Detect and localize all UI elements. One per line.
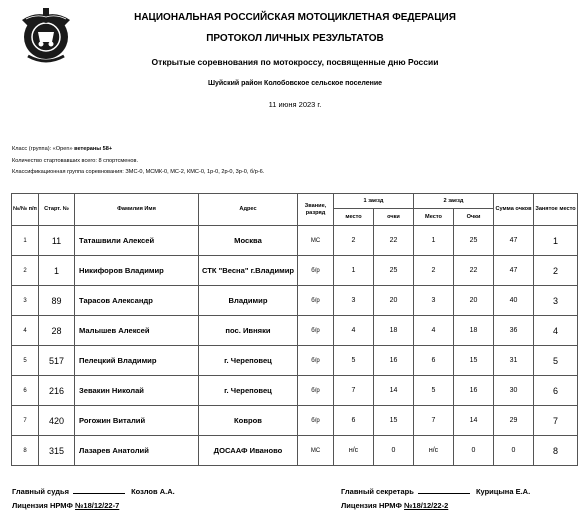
cell-number: 7 <box>12 406 39 436</box>
table-row <box>12 226 578 256</box>
cell-heat1-points: 15 <box>374 406 414 436</box>
cell-heat2-place: 2 <box>414 256 454 286</box>
cell-rank: б/р <box>298 286 334 316</box>
cell-heat1-place: 4 <box>334 316 374 346</box>
cell-name: Лазарев Анатолий <box>75 436 199 466</box>
cell-address: г. Череповец <box>199 376 298 406</box>
cell-start-number: 420 <box>39 406 75 436</box>
table-row <box>12 436 578 466</box>
cell-final-place: 6 <box>534 376 578 406</box>
cell-sum: 36 <box>494 316 534 346</box>
secretary-license <box>341 501 448 510</box>
cell-sum: 31 <box>494 346 534 376</box>
cell-rank: б/р <box>298 256 334 286</box>
table-row <box>12 286 578 316</box>
results-table <box>11 193 578 466</box>
cell-heat2-place: н/с <box>414 436 454 466</box>
header-points2: Очки <box>454 209 494 226</box>
cell-heat2-points: 22 <box>454 256 494 286</box>
cell-sum: 40 <box>494 286 534 316</box>
cell-address: г. Череповец <box>199 346 298 376</box>
cell-rank: б/р <box>298 406 334 436</box>
starters-count: Количество стартовавших всего: 8 спортсменов. <box>12 158 139 164</box>
header-place2: Место <box>414 209 454 226</box>
cell-name: Никифоров Владимир <box>75 256 199 286</box>
judge-license-number: №18/12/22-7 <box>75 501 120 510</box>
cell-sum: 47 <box>494 256 534 286</box>
cell-heat1-points: 14 <box>374 376 414 406</box>
table-header-row <box>12 194 578 209</box>
cell-address: Владимир <box>199 286 298 316</box>
cell-final-place: 3 <box>534 286 578 316</box>
cell-sum: 29 <box>494 406 534 436</box>
cell-number: 3 <box>12 286 39 316</box>
competition-title: Открытые соревнования по мотокроссу, посвященные дню России <box>151 57 439 67</box>
cell-heat1-points: 25 <box>374 256 414 286</box>
cell-heat2-place: 3 <box>414 286 454 316</box>
cell-heat2-points: 18 <box>454 316 494 346</box>
cell-rank: МС <box>298 226 334 256</box>
header-points1: очки <box>374 209 414 226</box>
cell-final-place: 2 <box>534 256 578 286</box>
cell-heat2-place: 4 <box>414 316 454 346</box>
cell-rank: б/р <box>298 346 334 376</box>
cell-final-place: 5 <box>534 346 578 376</box>
cell-heat2-points: 25 <box>454 226 494 256</box>
header-start: Старт. № <box>39 194 75 226</box>
judge-name: Козлов А.А. <box>131 487 175 496</box>
header-sum: Сумма очков <box>494 194 534 226</box>
cell-rank: б/р <box>298 376 334 406</box>
cell-heat1-points: 18 <box>374 316 414 346</box>
cell-rank: МС <box>298 436 334 466</box>
federation-emblem-icon <box>16 6 76 66</box>
cell-heat2-points: 16 <box>454 376 494 406</box>
date: 11 июня 2023 г. <box>268 100 322 109</box>
cell-address: пос. Ивняки <box>199 316 298 346</box>
cell-name: Рогожин Виталий <box>75 406 199 436</box>
cell-name: Тарасов Александр <box>75 286 199 316</box>
cell-heat2-place: 5 <box>414 376 454 406</box>
cell-rank: б/р <box>298 316 334 346</box>
qualification-group: Классификационная группа соревнования: ЗМС-0, МСМК-0, МС-2, КМС-0, 1р-0, 2р-0, 3р-0, б/р-6. <box>12 169 265 175</box>
cell-final-place: 4 <box>534 316 578 346</box>
secretary-license-label: Лицензия НРМФ <box>341 501 405 510</box>
cell-address: Москва <box>199 226 298 256</box>
cell-address: ДОСААФ Иваново <box>199 436 298 466</box>
cell-heat2-place: 1 <box>414 226 454 256</box>
cell-heat1-points: 0 <box>374 436 414 466</box>
cell-sum: 30 <box>494 376 534 406</box>
table-row <box>12 376 578 406</box>
judge-license <box>12 501 119 510</box>
cell-heat2-points: 20 <box>454 286 494 316</box>
cell-number: 1 <box>12 226 39 256</box>
cell-start-number: 517 <box>39 346 75 376</box>
secretary-license-number: №18/12/22-2 <box>404 501 449 510</box>
cell-heat1-place: 2 <box>334 226 374 256</box>
cell-start-number: 216 <box>39 376 75 406</box>
chief-secretary <box>341 487 530 496</box>
cell-number: 8 <box>12 436 39 466</box>
cell-start-number: 28 <box>39 316 75 346</box>
cell-heat1-place: 7 <box>334 376 374 406</box>
table-row <box>12 256 578 286</box>
secretary-name: Курицына Е.А. <box>475 487 531 496</box>
cell-number: 2 <box>12 256 39 286</box>
header-name: Фамилия Имя <box>75 194 199 226</box>
cell-final-place: 8 <box>534 436 578 466</box>
table-row <box>12 346 578 376</box>
header-place1: место <box>334 209 374 226</box>
cell-sum: 0 <box>494 436 534 466</box>
cell-start-number: 11 <box>39 226 75 256</box>
cell-start-number: 89 <box>39 286 75 316</box>
cell-start-number: 315 <box>39 436 75 466</box>
cell-heat2-place: 6 <box>414 346 454 376</box>
secretary-label: Главный секретарь <box>341 487 414 496</box>
cell-heat1-points: 16 <box>374 346 414 376</box>
cell-heat1-place: н/с <box>334 436 374 466</box>
signature-line <box>73 487 125 494</box>
protocol-title: ПРОТОКОЛ ЛИЧНЫХ РЕЗУЛЬТАТОВ <box>206 33 384 44</box>
header-rank: Звание, разряд <box>298 194 334 226</box>
cell-start-number: 1 <box>39 256 75 286</box>
cell-heat2-points: 15 <box>454 346 494 376</box>
table-row <box>12 316 578 346</box>
cell-heat2-place: 7 <box>414 406 454 436</box>
cell-sum: 47 <box>494 226 534 256</box>
header-heat2: 2 заезд <box>414 194 494 209</box>
class-value: ветераны 58+ <box>74 146 113 152</box>
cell-number: 4 <box>12 316 39 346</box>
header-heat1: 1 заезд <box>334 194 414 209</box>
federation-title: НАЦИОНАЛЬНАЯ РОССИЙСКАЯ МОТОЦИКЛЕТНАЯ ФЕДЕРАЦИЯ <box>134 12 456 23</box>
cell-name: Малышев Алексей <box>75 316 199 346</box>
cell-name: Зевакин Николай <box>75 376 199 406</box>
cell-heat1-place: 3 <box>334 286 374 316</box>
judge-license-label: Лицензия НРМФ <box>12 501 76 510</box>
cell-heat1-points: 20 <box>374 286 414 316</box>
cell-number: 5 <box>12 346 39 376</box>
header-final: Занятое место <box>534 194 578 226</box>
class-label: Класс (группа): «Open» <box>12 146 75 152</box>
signature-line <box>418 487 470 494</box>
judge-label: Главный судья <box>12 487 69 496</box>
chief-judge <box>12 487 175 496</box>
table-row <box>12 406 578 436</box>
cell-final-place: 1 <box>534 226 578 256</box>
cell-address: Ковров <box>199 406 298 436</box>
header-num: №/№ п/п <box>12 194 39 226</box>
cell-address: СТК "Весна" г.Владимир <box>199 256 298 286</box>
cell-heat2-points: 14 <box>454 406 494 436</box>
location: Шуйский район Колобовское сельское поселение <box>207 80 383 87</box>
cell-name: Таташвили Алексей <box>75 226 199 256</box>
cell-heat1-points: 22 <box>374 226 414 256</box>
cell-final-place: 7 <box>534 406 578 436</box>
cell-heat2-points: 0 <box>454 436 494 466</box>
header-address: Адрес <box>199 194 298 226</box>
cell-heat1-place: 6 <box>334 406 374 436</box>
cell-name: Пелецкий Владимир <box>75 346 199 376</box>
cell-heat1-place: 5 <box>334 346 374 376</box>
cell-number: 6 <box>12 376 39 406</box>
cell-heat1-place: 1 <box>334 256 374 286</box>
class-info <box>12 146 112 152</box>
